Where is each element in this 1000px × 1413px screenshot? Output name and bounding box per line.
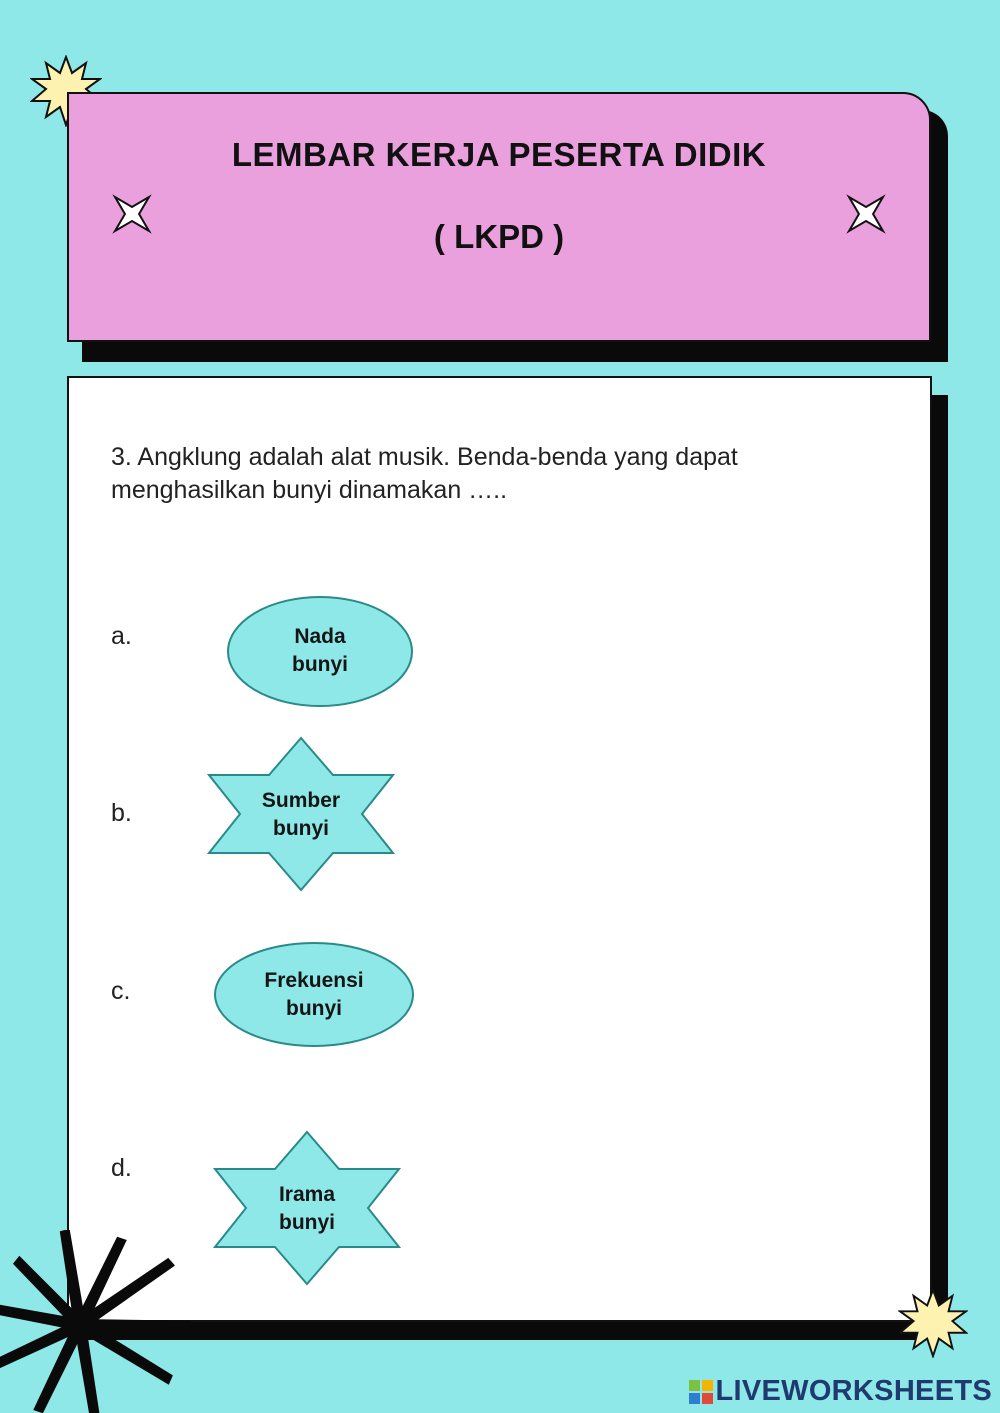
page-title: LEMBAR KERJA PESERTA DIDIK [231,136,767,173]
option-d-label: Irama bunyi [278,1183,336,1234]
option-c-label: Frekuensi bunyi [264,969,364,1020]
question-text: 3. Angklung adalah alat musik. Benda-benda yang dapat menghasilkan bunyi dinamakan ….. [111,443,738,504]
page-subtitle: ( LKPD ) [433,218,565,255]
four-point-star-icon [840,188,892,240]
question-card [67,376,932,1322]
starburst-decoration-icon [0,1230,200,1413]
option-d-button[interactable] [213,1130,401,1286]
option-a-label: Nada bunyi [292,625,348,676]
header-card [67,92,931,342]
option-b-label: Sumber bunyi [261,789,341,840]
brand-logo-link[interactable] [689,1375,993,1408]
liveworksheets-logo-icon [689,1380,713,1404]
sparkle-burst-icon [898,1288,968,1358]
option-letter-d: d. [111,1154,132,1182]
option-c-button[interactable] [213,941,415,1048]
brand-name: LIVEWORKSHEETS [715,1375,992,1407]
option-b-button[interactable] [207,736,395,892]
option-letter-a: a. [111,622,132,650]
option-a-button[interactable] [226,595,414,708]
four-point-star-icon [106,188,158,240]
option-letter-c: c. [111,977,131,1005]
option-letter-b: b. [111,799,132,827]
